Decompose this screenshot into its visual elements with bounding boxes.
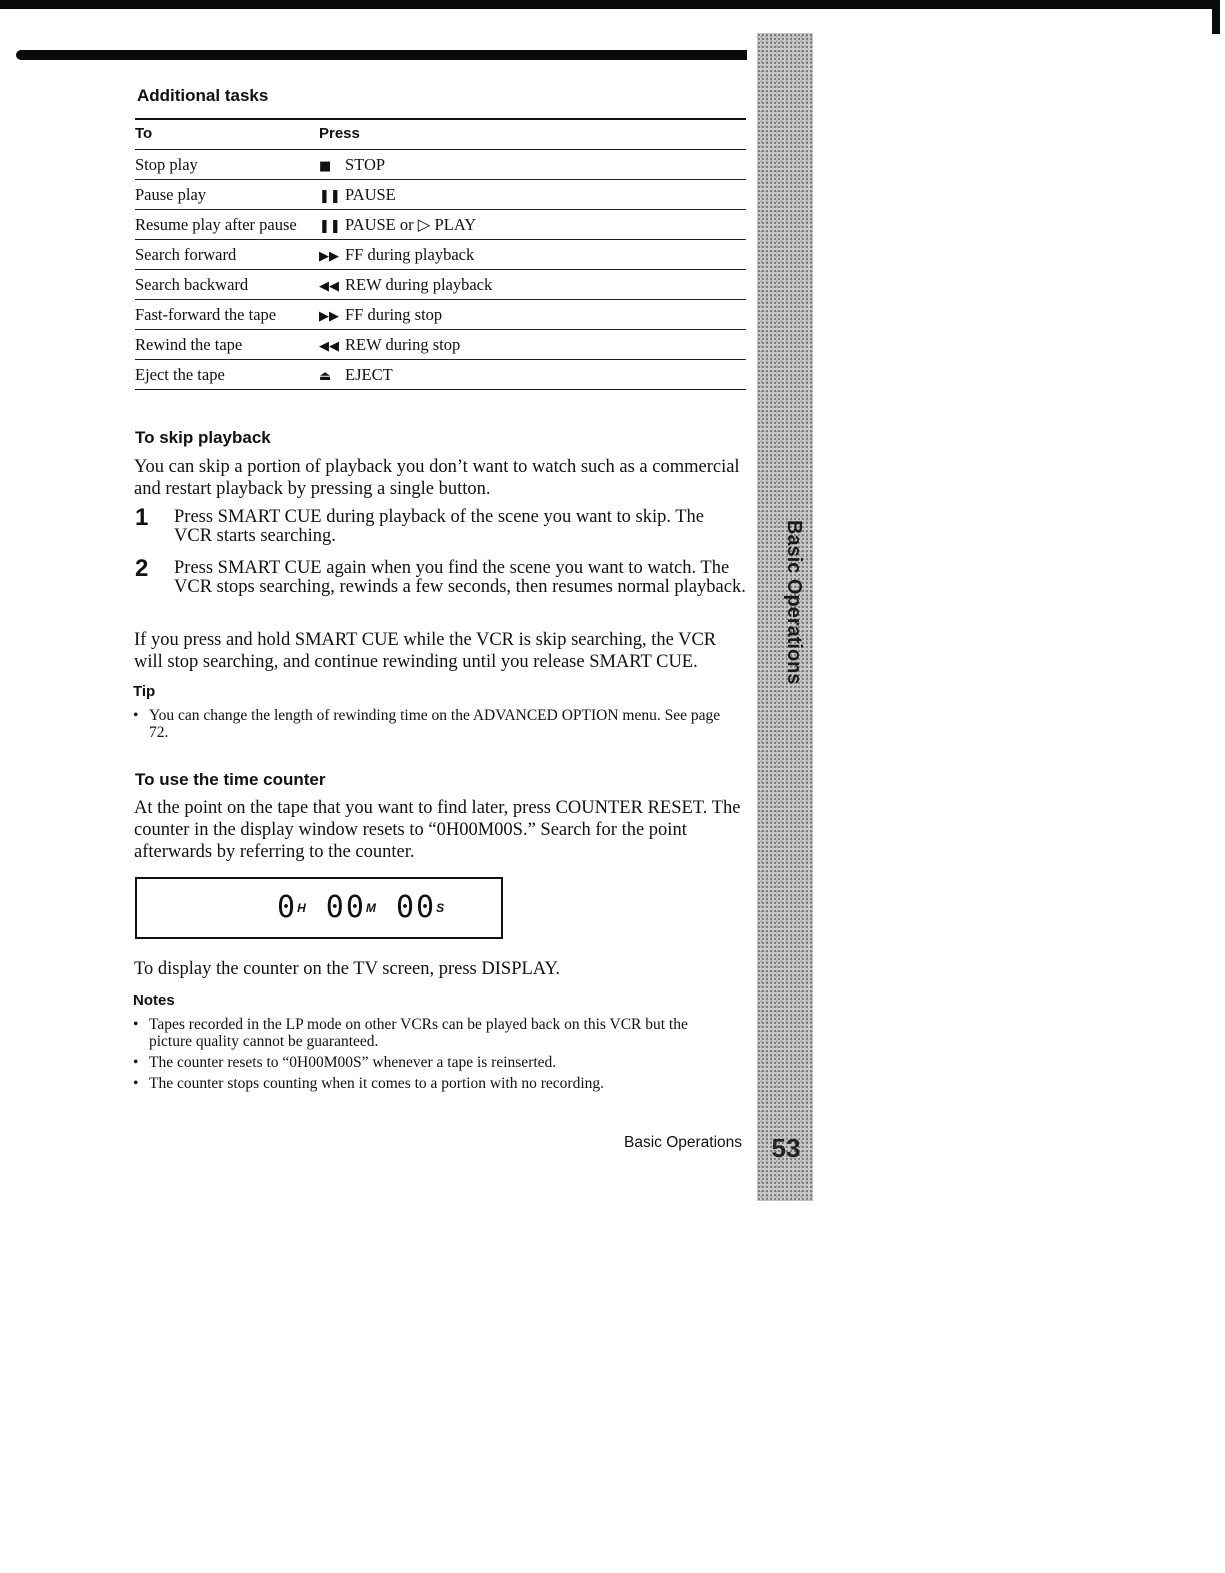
additional-tasks-table [135, 118, 746, 390]
table-row [135, 150, 746, 180]
column-header-to: To [135, 119, 319, 150]
rewind-icon: ◀◀ [319, 338, 339, 354]
skip-playback-heading: To skip playback [135, 428, 271, 447]
hours-unit: H [297, 901, 306, 915]
notes-label: Notes [133, 992, 175, 1009]
table-header-row [135, 119, 746, 150]
task-cell: Eject the tape [135, 360, 319, 390]
press-label: REW during stop [345, 334, 461, 354]
fast-forward-icon: ▶▶ [319, 308, 339, 324]
table-row [135, 210, 746, 240]
minutes-digits: 00 [325, 890, 366, 925]
table-row [135, 300, 746, 330]
step-number: 1 [135, 504, 149, 531]
note-item: • The counter stops counting when it comes to a portion with no recording. [133, 1075, 733, 1092]
press-cell [319, 210, 746, 240]
notes-list [133, 1016, 733, 1096]
press-label: FF during playback [345, 244, 475, 264]
press-cell [319, 330, 746, 360]
task-cell: Fast-forward the tape [135, 300, 319, 330]
tip-item: • You can change the length of rewinding time on the ADVANCED OPTION menu. See page 72. [133, 707, 733, 741]
tip-list [133, 707, 733, 745]
footer-section-title: Basic Operations [624, 1134, 743, 1151]
press-cell [319, 270, 746, 300]
time-counter-heading: To use the time counter [135, 770, 326, 789]
pause-icon: ❚❚ [319, 218, 341, 234]
table-row [135, 360, 746, 390]
top-rule [0, 0, 1215, 9]
counter-display-window [135, 877, 503, 939]
note-item: • The counter resets to “0H00M00S” whenever a tape is reinserted. [133, 1054, 733, 1071]
step-number: 2 [135, 555, 149, 582]
press-cell [319, 150, 746, 180]
fast-forward-icon: ▶▶ [319, 248, 339, 264]
press-label: REW during playback [345, 274, 493, 294]
table-row [135, 270, 746, 300]
column-header-press: Press [319, 119, 746, 150]
note-item: • Tapes recorded in the LP mode on other VCRs can be played back on this VCR but the picture quality cannot be guaranteed. [133, 1016, 733, 1050]
eject-icon: ⏏ [319, 368, 332, 384]
additional-tasks-heading: Additional tasks [137, 86, 269, 105]
task-cell: Pause play [135, 180, 319, 210]
task-cell: Rewind the tape [135, 330, 319, 360]
seconds-unit: S [436, 901, 445, 915]
pause-icon: ❚❚ [319, 188, 341, 204]
task-cell: Stop play [135, 150, 319, 180]
page-number: 53 [771, 1133, 801, 1163]
step-text: Press SMART CUE during playback of the scene you want to skip. The VCR starts searching. [174, 507, 705, 546]
table-row [135, 330, 746, 360]
press-label: PAUSE or ▷ PLAY [345, 214, 477, 234]
time-counter-intro: At the point on the tape that you want to find later, press COUNTER RESET. The counter in the display window resets to “0H00M00S.” Search for the point afterwards by referring to the counter. [134, 798, 741, 862]
counter-readout [277, 890, 445, 925]
press-cell [319, 360, 746, 390]
stop-icon: ■ [319, 158, 332, 174]
press-label: FF during stop [345, 304, 443, 324]
task-cell: Resume play after pause [135, 210, 319, 240]
press-cell [319, 240, 746, 270]
side-tab-label: Basic Operations [783, 520, 805, 685]
display-instruction: To display the counter on the TV screen, press DISPLAY. [134, 959, 561, 979]
skip-playback-intro: You can skip a portion of playback you don’t want to watch such as a commercial and restart playback by pressing a single button. [134, 457, 740, 499]
top-rule-tick [1212, 0, 1220, 34]
rewind-icon: ◀◀ [319, 278, 339, 294]
table-row [135, 240, 746, 270]
press-label: PAUSE [345, 184, 396, 204]
seconds-digits: 00 [395, 890, 437, 925]
minutes-unit: M [365, 901, 376, 915]
press-label: STOP [345, 154, 386, 174]
step-text: Press SMART CUE again when you find the scene you want to watch. The VCR stops searching, rewinds a few seconds, then resumes normal playback. [174, 558, 746, 597]
section-header-bar [16, 50, 747, 60]
press-cell [319, 180, 746, 210]
task-cell: Search backward [135, 270, 319, 300]
skip-playback-note: If you press and hold SMART CUE while the VCR is skip searching, the VCR will stop searching, and continue rewinding until you release SMART CUE. [134, 630, 717, 672]
table-row [135, 180, 746, 210]
task-cell: Search forward [135, 240, 319, 270]
tip-label: Tip [133, 683, 156, 700]
press-label: EJECT [345, 364, 393, 384]
press-cell [319, 300, 746, 330]
hours-digits: 0 [277, 890, 298, 925]
